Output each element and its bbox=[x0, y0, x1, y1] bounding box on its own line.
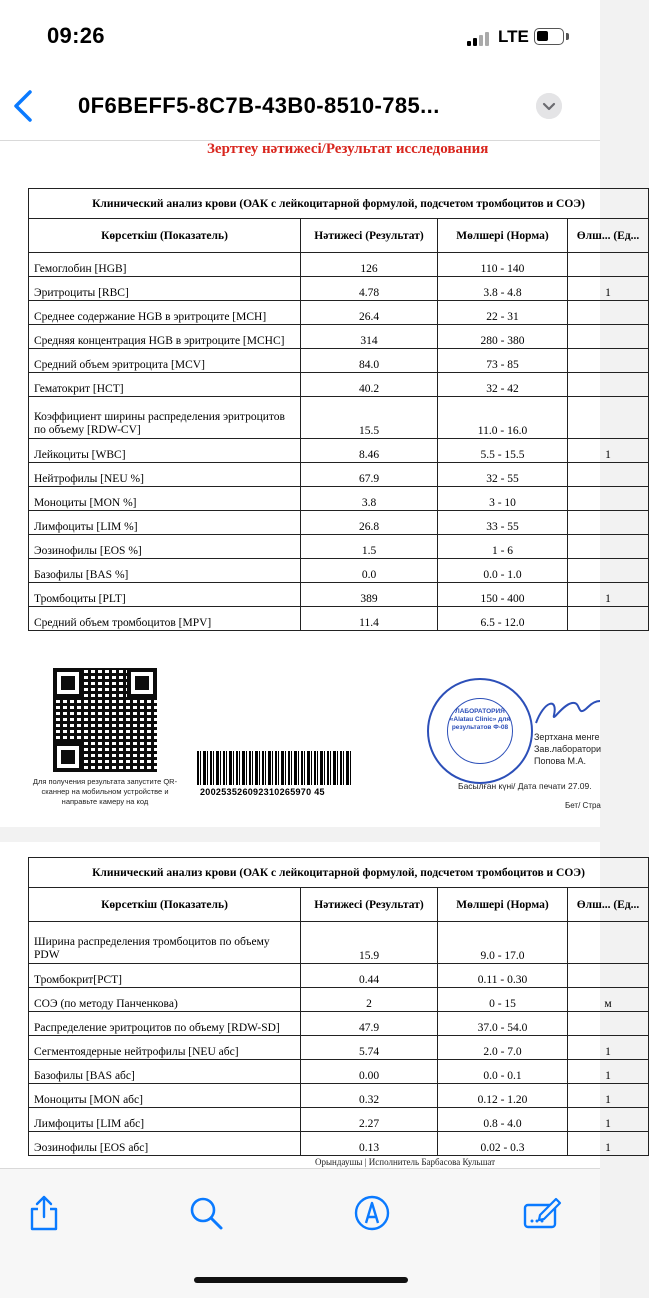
cell-unit bbox=[568, 559, 649, 583]
cell-name: Моноциты [MON абс] bbox=[29, 1084, 301, 1108]
cell-result: 126 bbox=[301, 253, 438, 277]
table-row bbox=[29, 325, 649, 349]
table-row bbox=[29, 511, 649, 535]
table-row bbox=[29, 397, 649, 439]
column-header: Көрсеткіш (Показатель) bbox=[29, 219, 301, 253]
cell-unit bbox=[568, 535, 649, 559]
cell-norm: 32 - 55 bbox=[438, 463, 568, 487]
cell-norm: 1 - 6 bbox=[438, 535, 568, 559]
cell-name: Тромбоциты [PLT] bbox=[29, 583, 301, 607]
cell-unit bbox=[568, 607, 649, 631]
table-row bbox=[29, 583, 649, 607]
document-title: 0F6BEFF5-8C7B-43B0-8510-785... bbox=[78, 93, 440, 118]
cell-result: 15.5 bbox=[301, 397, 438, 439]
lab-results-table-2 bbox=[28, 857, 649, 1156]
table-title-row bbox=[29, 189, 649, 219]
cell-result: 4.78 bbox=[301, 277, 438, 301]
column-header: Көрсеткіш (Показатель) bbox=[29, 888, 301, 922]
table-row bbox=[29, 487, 649, 511]
cell-name: Распределение эритроцитов по объему [RDW-SD] bbox=[29, 1012, 301, 1036]
cell-unit: 1 bbox=[568, 583, 649, 607]
cell-name: Коэффициент ширины распределения эритроцитов по объему [RDW-CV] bbox=[29, 397, 301, 439]
table-row bbox=[29, 607, 649, 631]
cell-unit bbox=[568, 1012, 649, 1036]
cell-norm: 11.0 - 16.0 bbox=[438, 397, 568, 439]
cell-norm: 37.0 - 54.0 bbox=[438, 1012, 568, 1036]
cell-result: 389 bbox=[301, 583, 438, 607]
cell-name: Гемоглобин [HGB] bbox=[29, 253, 301, 277]
cell-unit bbox=[568, 487, 649, 511]
cell-norm: 3.8 - 4.8 bbox=[438, 277, 568, 301]
qr-note: Для получения результата запустите QR-сканнер на мобильном устройстве и направьте камеру на код bbox=[32, 777, 178, 806]
cell-name: Эозинофилы [EOS %] bbox=[29, 535, 301, 559]
column-header: Өлш... (Ед... bbox=[568, 888, 649, 922]
table-title: Клинический анализ крови (ОАК с лейкоцитарной формулой, подсчетом тромбоцитов и СОЭ) bbox=[29, 189, 649, 219]
cell-name: Лимфоциты [LIM %] bbox=[29, 511, 301, 535]
executor-label: Орындаушы | Исполнитель Барбасова Кульшат bbox=[315, 1157, 496, 1167]
cell-name: Нейтрофилы [NEU %] bbox=[29, 463, 301, 487]
cell-result: 0.13 bbox=[301, 1132, 438, 1156]
cell-norm: 0.02 - 0.3 bbox=[438, 1132, 568, 1156]
table-row bbox=[29, 301, 649, 325]
qr-code bbox=[53, 668, 157, 772]
column-header: Мөлшері (Норма) bbox=[438, 888, 568, 922]
cell-result: 5.74 bbox=[301, 1036, 438, 1060]
document-page-1 bbox=[0, 141, 640, 827]
cell-unit: 1 bbox=[568, 1084, 649, 1108]
cell-result: 47.9 bbox=[301, 1012, 438, 1036]
cell-result: 0.00 bbox=[301, 1060, 438, 1084]
column-header: Нәтижесі (Результат) bbox=[301, 888, 438, 922]
table-row bbox=[29, 277, 649, 301]
cell-result: 8.46 bbox=[301, 439, 438, 463]
cell-unit bbox=[568, 511, 649, 535]
cell-name: Базофилы [BAS %] bbox=[29, 559, 301, 583]
cell-norm: 6.5 - 12.0 bbox=[438, 607, 568, 631]
cell-name: Средний объем эритроцита [MCV] bbox=[29, 349, 301, 373]
cell-result: 0.0 bbox=[301, 559, 438, 583]
cell-unit bbox=[568, 922, 649, 964]
cell-unit bbox=[568, 253, 649, 277]
table-row bbox=[29, 559, 649, 583]
cell-name: Эозинофилы [EOS абс] bbox=[29, 1132, 301, 1156]
cell-unit bbox=[568, 964, 649, 988]
back-chevron-icon[interactable] bbox=[8, 86, 42, 126]
cell-norm: 110 - 140 bbox=[438, 253, 568, 277]
cell-unit: 1 bbox=[568, 1132, 649, 1156]
table-row bbox=[29, 1132, 649, 1156]
cell-norm: 0 - 15 bbox=[438, 988, 568, 1012]
cell-name: Средняя концентрация HGB в эритроците [MCHC] bbox=[29, 325, 301, 349]
table-row bbox=[29, 1012, 649, 1036]
table-row bbox=[29, 349, 649, 373]
cell-result: 26.8 bbox=[301, 511, 438, 535]
document-heading: Зерттеу нәтижесі/Результат исследования bbox=[207, 141, 489, 157]
table-row bbox=[29, 463, 649, 487]
signature-block bbox=[534, 731, 601, 767]
barcode bbox=[197, 751, 353, 785]
cell-norm: 0.11 - 0.30 bbox=[438, 964, 568, 988]
cell-norm: 0.0 - 0.1 bbox=[438, 1060, 568, 1084]
stamp-text: ЛАБОРАТОРИЯ «Alatau Clinic» для результатов Ф-08 bbox=[449, 708, 511, 731]
cell-unit bbox=[568, 463, 649, 487]
table-row bbox=[29, 253, 649, 277]
table-row bbox=[29, 922, 649, 964]
table-row bbox=[29, 439, 649, 463]
cell-name: Базофилы [BAS абс] bbox=[29, 1060, 301, 1084]
cell-name: Эритроциты [RBC] bbox=[29, 277, 301, 301]
battery-icon bbox=[534, 28, 564, 45]
markup-icon[interactable] bbox=[352, 1193, 392, 1233]
cell-norm: 73 - 85 bbox=[438, 349, 568, 373]
cell-unit bbox=[568, 325, 649, 349]
table-row bbox=[29, 964, 649, 988]
cell-unit bbox=[568, 397, 649, 439]
cell-norm: 3 - 10 bbox=[438, 487, 568, 511]
cell-result: 0.32 bbox=[301, 1084, 438, 1108]
cell-name: Среднее содержание HGB в эритроците [MCH] bbox=[29, 301, 301, 325]
cell-result: 2.27 bbox=[301, 1108, 438, 1132]
table-row bbox=[29, 1060, 649, 1084]
cell-norm: 9.0 - 17.0 bbox=[438, 922, 568, 964]
cell-result: 26.4 bbox=[301, 301, 438, 325]
nav-bar bbox=[0, 78, 600, 141]
table-title: Клинический анализ крови (ОАК с лейкоцитарной формулой, подсчетом тромбоцитов и СОЭ) bbox=[29, 858, 649, 888]
cell-unit: 1 bbox=[568, 1060, 649, 1084]
table-row bbox=[29, 1108, 649, 1132]
column-header: Мөлшері (Норма) bbox=[438, 219, 568, 253]
cell-name: Тромбокрит[PCT] bbox=[29, 964, 301, 988]
cell-unit bbox=[568, 373, 649, 397]
document-page-2 bbox=[0, 842, 640, 1168]
barcode-number: 200253526092310265970 45 bbox=[200, 787, 325, 797]
table-row bbox=[29, 1084, 649, 1108]
cell-result: 84.0 bbox=[301, 349, 438, 373]
cell-norm: 33 - 55 bbox=[438, 511, 568, 535]
cell-unit: 1 bbox=[568, 1108, 649, 1132]
page-label: Бет/ Стра bbox=[565, 801, 601, 810]
search-icon[interactable] bbox=[186, 1193, 226, 1233]
cell-result: 314 bbox=[301, 325, 438, 349]
status-bar bbox=[0, 0, 600, 78]
table-title-row bbox=[29, 858, 649, 888]
cell-result: 40.2 bbox=[301, 373, 438, 397]
bottom-toolbar bbox=[0, 1168, 600, 1298]
table-row bbox=[29, 988, 649, 1012]
cell-name: Сегментоядерные нейтрофилы [NEU абс] bbox=[29, 1036, 301, 1060]
cell-unit: 1 bbox=[568, 439, 649, 463]
cell-norm: 150 - 400 bbox=[438, 583, 568, 607]
cell-result: 15.9 bbox=[301, 922, 438, 964]
cell-name: Моноциты [MON %] bbox=[29, 487, 301, 511]
lab-stamp bbox=[427, 678, 533, 784]
cell-name: Средний объем тромбоцитов [MPV] bbox=[29, 607, 301, 631]
cell-unit bbox=[568, 349, 649, 373]
cell-unit: 1 bbox=[568, 277, 649, 301]
lab-results-table bbox=[28, 188, 649, 631]
cell-norm: 0.0 - 1.0 bbox=[438, 559, 568, 583]
cell-result: 11.4 bbox=[301, 607, 438, 631]
column-header: Өлш... (Ед... bbox=[568, 219, 649, 253]
signature-line-2: Зав.лаборатори bbox=[534, 744, 602, 754]
cell-result: 0.44 bbox=[301, 964, 438, 988]
cell-name: Лейкоциты [WBC] bbox=[29, 439, 301, 463]
status-time: 09:26 bbox=[47, 23, 105, 48]
table-row bbox=[29, 1036, 649, 1060]
cell-norm: 2.0 - 7.0 bbox=[438, 1036, 568, 1060]
table-header-row bbox=[29, 219, 649, 253]
cell-unit: 1 bbox=[568, 1036, 649, 1060]
chevron-down-icon[interactable] bbox=[536, 93, 562, 119]
column-header: Нәтижесі (Результат) bbox=[301, 219, 438, 253]
cell-norm: 280 - 380 bbox=[438, 325, 568, 349]
cell-result: 67.9 bbox=[301, 463, 438, 487]
print-date: Басылған күні/ Дата печати 27.09. bbox=[458, 781, 592, 791]
signature-mark bbox=[532, 693, 600, 729]
cell-unit bbox=[568, 301, 649, 325]
table-row bbox=[29, 373, 649, 397]
share-icon[interactable] bbox=[24, 1193, 64, 1233]
cell-name: СОЭ (по методу Панченкова) bbox=[29, 988, 301, 1012]
signature-line-3: Попова М.А. bbox=[534, 756, 587, 766]
battery-tip bbox=[566, 33, 569, 40]
signature-line-1: Зертхана менге bbox=[534, 732, 600, 742]
signal-icon bbox=[467, 30, 493, 46]
cell-result: 2 bbox=[301, 988, 438, 1012]
cell-norm: 0.8 - 4.0 bbox=[438, 1108, 568, 1132]
network-label: LTE bbox=[498, 27, 529, 46]
edit-icon[interactable] bbox=[522, 1193, 562, 1233]
cell-result: 3.8 bbox=[301, 487, 438, 511]
cell-name: Гематокрит [HCT] bbox=[29, 373, 301, 397]
cell-norm: 22 - 31 bbox=[438, 301, 568, 325]
table-row bbox=[29, 535, 649, 559]
cell-norm: 5.5 - 15.5 bbox=[438, 439, 568, 463]
cell-name: Ширина распределения тромбоцитов по объему PDW bbox=[29, 922, 301, 964]
cell-name: Лимфоциты [LIM абс] bbox=[29, 1108, 301, 1132]
cell-norm: 32 - 42 bbox=[438, 373, 568, 397]
cell-norm: 0.12 - 1.20 bbox=[438, 1084, 568, 1108]
table-header-row bbox=[29, 888, 649, 922]
cell-result: 1.5 bbox=[301, 535, 438, 559]
home-indicator[interactable] bbox=[194, 1277, 408, 1283]
cell-unit: м bbox=[568, 988, 649, 1012]
